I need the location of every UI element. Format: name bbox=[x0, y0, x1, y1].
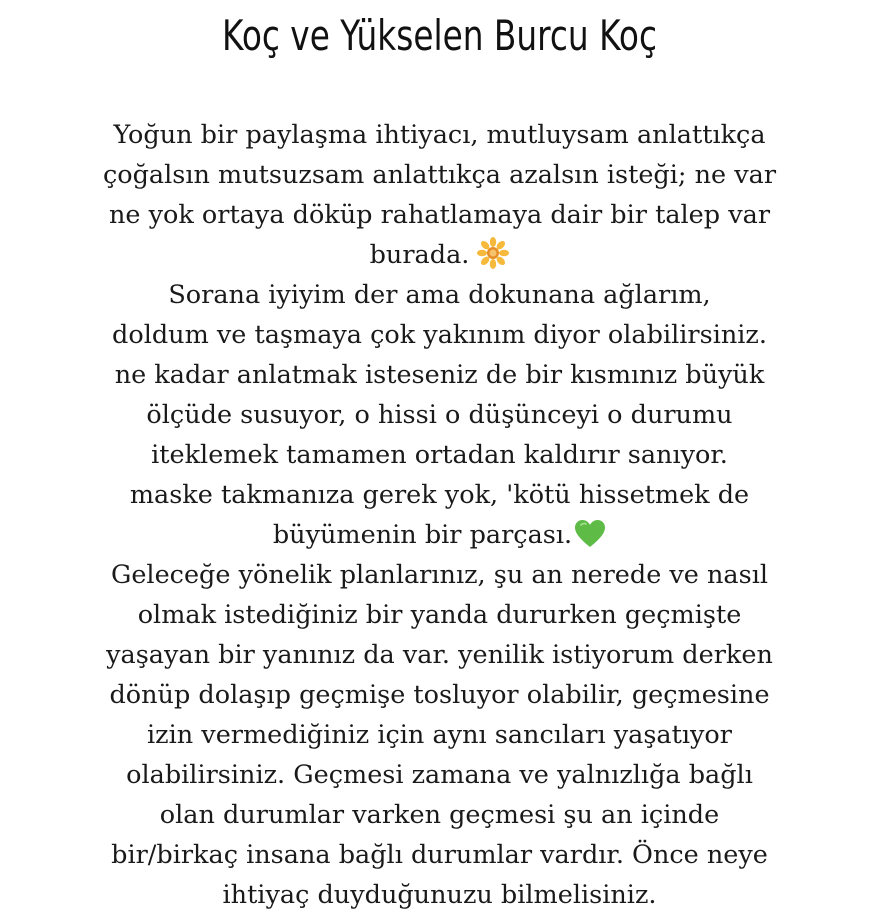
text-line: Geleceğe yönelik planlarınız, şu an nerede ve nasıl bbox=[110, 560, 769, 590]
text-line: ne yok ortaya döküp rahatlamaya dair bir talep var bbox=[108, 200, 771, 230]
text-line-with-icon bbox=[0, 235, 879, 275]
text-line: ne kadar anlatmak isteseniz de bir kısmınız büyük bbox=[114, 360, 765, 390]
text-line: ölçüde susuyor, o hissi o düşünceyi o durumu bbox=[146, 400, 733, 430]
text-line: olabilirsiniz. Geçmesi zamana ve yalnızlığa bağlı bbox=[126, 760, 753, 790]
text-line: Yoğun bir paylaşma ihtiyacı, mutluysam anlattıkça bbox=[113, 120, 766, 150]
green-heart-icon bbox=[574, 519, 606, 549]
text-line: olmak istediğiniz bir yanda dururken geçmişte bbox=[137, 600, 742, 630]
text-line-with-icon bbox=[0, 515, 879, 555]
text-line: Sorana iyiyim der ama dokunana ağlarım, bbox=[168, 280, 711, 310]
text-line: iteklemek tamamen ortadan kaldırır sanıyor. bbox=[151, 440, 728, 470]
page-title: Koç ve Yükselen Burcu Koç bbox=[221, 11, 657, 60]
text-line: izin vermediğiniz için aynı sancıları yaşatıyor bbox=[147, 720, 732, 750]
text-line: olan durumlar varken geçmesi şu an içinde bbox=[159, 800, 720, 830]
text-line: ihtiyaç duyduğunuzu bilmelisiniz. bbox=[222, 880, 657, 910]
text-line: maske takmanıza gerek yok, 'kötü hissetmek de bbox=[129, 480, 750, 510]
sunflower-icon bbox=[477, 237, 509, 269]
text-line: çoğalsın mutsuzsam anlattıkça azalsın isteği; ne var bbox=[102, 160, 777, 190]
body-text bbox=[0, 115, 879, 915]
text-line: bir/birkaç insana bağlı durumlar vardır. Önce neye bbox=[111, 840, 768, 870]
text-line: büyümenin bir parçası. bbox=[272, 520, 573, 550]
text-line: burada. bbox=[369, 240, 470, 270]
text-line: yaşayan bir yanınız da var. yenilik istiyorum derken bbox=[106, 640, 773, 670]
text-line: doldum ve taşmaya çok yakınım diyor olabilirsiniz. bbox=[112, 320, 767, 350]
text-line: dönüp dolaşıp geçmişe tosluyor olabilir, geçmesine bbox=[109, 680, 770, 710]
